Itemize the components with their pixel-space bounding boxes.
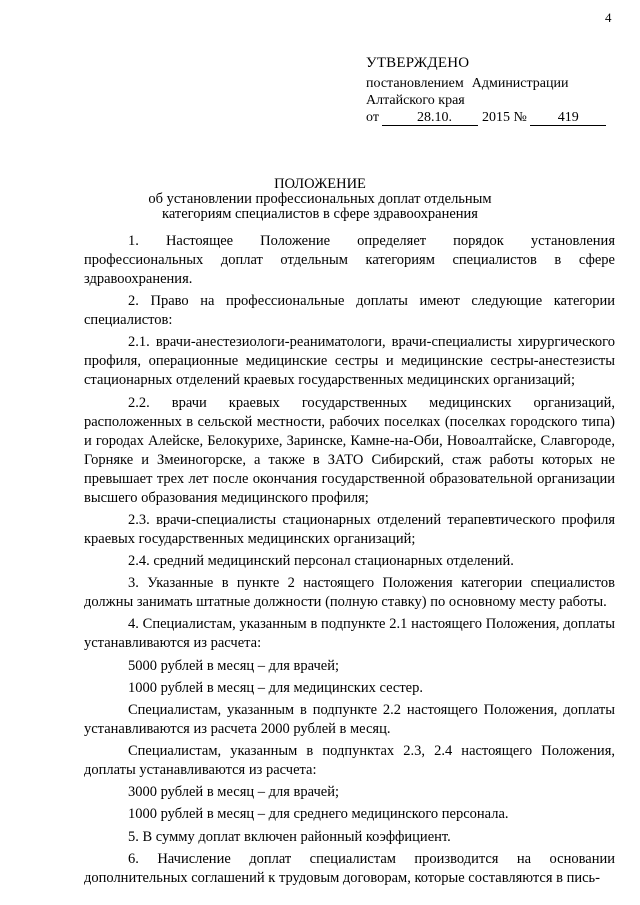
paragraph-4-nurses: 1000 рублей в месяц – для медицинских сестер. [128, 679, 423, 696]
paragraph-2-3: 2.3. врачи-специалисты стационарных отделений терапевтического профиля краевых государственных медицинских организаций; [84, 511, 615, 547]
approval-line-1 [366, 75, 626, 92]
paragraph-4-rural: Специалистам, указанным в подпункте 2.2 настоящего Положения, доплаты устанавливаются из расчета 2000 рублей в месяц. [84, 701, 615, 737]
approval-title: УТВЕРЖДЕНО [366, 55, 470, 71]
document-title-line-2: об установлении профессиональных доплат отдельным [148, 191, 492, 207]
paragraph-1: 1. Настоящее Положение определяет порядок установления профессиональных доплат отдельным категориям специалистов в сфере здравоохранения. [84, 233, 615, 287]
approval-block [366, 54, 626, 126]
paragraph-5: 5. В сумму доплат включен районный коэффициент. [128, 828, 451, 845]
paragraph-2-4: 2.4. средний медицинский персонал стационарных отделений. [128, 552, 514, 569]
approval-date-row [366, 109, 626, 126]
document-title-line-3: категориям специалистов в сфере здравоохранения [162, 206, 478, 222]
approval-date: 28.10. [382, 111, 478, 126]
page-number: 4 [605, 10, 612, 25]
approval-from-label: от [366, 110, 379, 125]
approval-line-2: Алтайского края [366, 93, 465, 108]
document-body [84, 232, 615, 891]
document-title-heading: ПОЛОЖЕНИЕ [274, 176, 366, 192]
paragraph-4: 4. Специалистам, указанным в подпункте 2.1 настоящего Положения, доплаты устанавливаются из расчета: [84, 616, 615, 652]
paragraph-2: 2. Право на профессиональные доплаты имеют следующие категории специалистов: [84, 293, 615, 329]
paragraph-4-inpatient-staff: 1000 рублей в месяц – для среднего медицинского персонала. [128, 806, 509, 823]
paragraph-4-doctors: 5000 рублей в месяц – для врачей; [128, 657, 340, 674]
paragraph-2-1: 2.1. врачи-анестезиологи-реаниматологи, врачи-специалисты хирургического профиля, операционные медицинские сестры и медицинские сестры-анестезисты стационарных отделений краевых государственных медицинских организаций; [84, 334, 615, 389]
paragraph-3: 3. Указанные в пункте 2 настоящего Положения категории специалистов должны занимать штатные должности (полную ставку) по основному месту работы. [84, 575, 615, 611]
paragraph-2-2: 2.2. врачи краевых государственных медицинских организаций, расположенных в сельской местности, рабочих поселках (поселках городского типа) и городах Алейске, Белокурихе, Заринске, Камне-на-Оби, Новоалтайске, Славгороде, Горняке и Змеиногорске, а также в ЗАТО Сибирский, стаж работы которых не превышает трех лет после окончания государственной образовательной организации высшего образования медицинского профиля; [84, 394, 615, 506]
approval-number: 419 [530, 111, 606, 126]
paragraph-6: 6. Начисление доплат специалистам производится на основании дополнительных соглашений к трудовым договорам, которые составляются в пись- [84, 850, 615, 886]
approval-year: 2015 № [481, 110, 527, 125]
approval-organization: Администрации [471, 76, 569, 91]
paragraph-4-inpatient-doctors: 3000 рублей в месяц – для врачей; [128, 784, 340, 801]
paragraph-4-inpatient: Специалистам, указанным в подпунктах 2.3, 2.4 настоящего Положения, доплаты устанавливаются из расчета: [84, 743, 615, 779]
document-title [0, 177, 640, 222]
approval-resolution-word: постановлением [366, 76, 464, 91]
